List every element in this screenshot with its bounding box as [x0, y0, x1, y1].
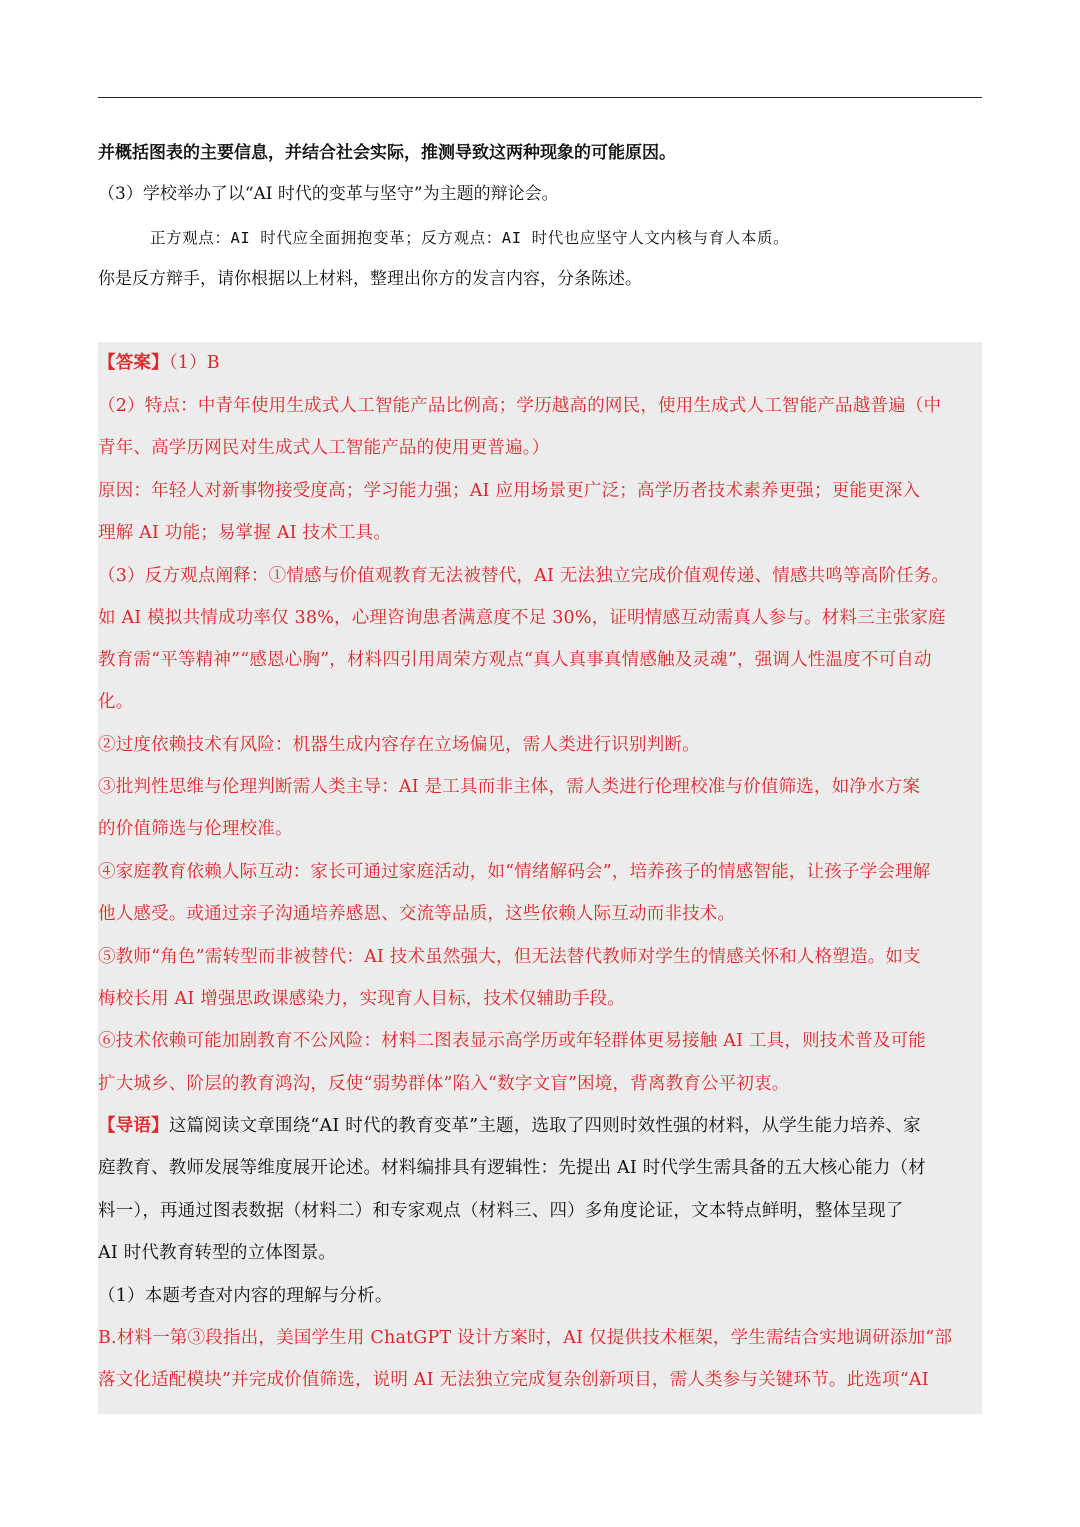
answer-line-17: ⑥技术依赖可能加剧教育不公风险：材料二图表显示高学历或年轻群体更易接触 AI 工具，则技术普及可能 — [98, 1031, 926, 1051]
question-line-4: 你是反方辩手，请你根据以上材料，整理出你方的发言内容，分条陈述。 — [98, 269, 642, 289]
answer-line-14: 他人感受。或通过亲子沟通培养感恩、交流等品质，这些依赖人际互动而非技术。 — [98, 904, 736, 924]
answer-line-9: 化。 — [98, 692, 134, 712]
answer-line-7: 如 AI 模拟共情成功率仅 38%，心理咨询患者满意度不足 30%，证明情感互动需真人参与。材料三主张家庭 — [98, 608, 946, 628]
answer-line-3: 青年、高学历网民对生成式人工智能产品的使用更普遍。） — [98, 438, 550, 458]
answer-line-15: ⑤教师“角色”需转型而非被替代：AI 技术虽然强大，但无法替代教师对学生的情感关怀和人格塑造。如支 — [98, 947, 921, 967]
answer-line-18: 扩大城乡、阶层的教育鸿沟，反使“弱势群体”陷入“数字文盲”困境，背离教育公平初衷。 — [98, 1074, 790, 1094]
header-rule — [98, 97, 982, 98]
answer-line-4: 原因：年轻人对新事物接受度高；学习能力强；AI 应用场景更广泛；高学历者技术素养更强；更能更深入 — [98, 481, 921, 501]
answer-line-10: ②过度依赖技术有风险：机器生成内容存在立场偏见，需人类进行识别判断。 — [98, 735, 700, 755]
answer-line-13: ④家庭教育依赖人际互动：家长可通过家庭活动，如“情绪解码会”，培养孩子的情感智能，让孩子学会理解 — [98, 862, 931, 882]
question-line-1: 并概括图表的主要信息，并结合社会实际，推测导致这两种现象的可能原因。 — [98, 143, 676, 163]
answer-line-11: ③批判性思维与伦理判断需人类主导：AI 是工具而非主体，需人类进行伦理校准与价值筛选，如净水方案 — [98, 777, 921, 797]
answer-tag: 【答案】 — [98, 353, 169, 373]
guide-line-7: 落文化适配模块”并完成价值筛选，说明 AI 无法独立完成复杂创新项目，需人类参与关键环节。此选项“AI — [98, 1370, 929, 1390]
question-viewpoints: 正方观点：AI 时代应全面拥抱变革；反方观点：AI 时代也应坚守人文内核与育人本质。 — [150, 229, 790, 247]
guide-line-3: 料一），再通过图表数据（材料二）和专家观点（材料三、四）多角度论证，文本特点鲜明，整体呈现了 — [98, 1201, 904, 1221]
guide-line-5: （1）本题考查对内容的理解与分析。 — [98, 1286, 393, 1306]
guide-tag: 【导语】 — [98, 1116, 169, 1136]
answer-line-16: 梅校长用 AI 增强思政课感染力，实现育人目标，技术仅辅助手段。 — [98, 989, 626, 1009]
answer-line-6: （3）反方观点阐释：①情感与价值观教育无法被替代，AI 无法独立完成价值观传递、情感共鸣等高阶任务。 — [98, 566, 950, 586]
question-line-2: （3）学校举办了以“AI 时代的变革与坚守”为主题的辩论会。 — [98, 184, 559, 204]
answer-line-8: 教育需“平等精神”“感恩心胸”，材料四引用周荣方观点“真人真事真情感触及灵魂”，强调人性温度不可自动 — [98, 650, 932, 670]
guide-line-1: 【导语】这篇阅读文章围绕“AI 时代的教育变革”主题，选取了四则时效性强的材料，从学生能力培养、家 — [98, 1116, 921, 1136]
answer-line-5: 理解 AI 功能；易掌握 AI 技术工具。 — [98, 523, 392, 543]
answer-line-2: （2）特点：中青年使用生成式人工智能产品比例高；学历越高的网民，使用生成式人工智能产品越普遍（中 — [98, 396, 942, 416]
guide-line-2: 庭教育、教师发展等维度展开论述。材料编排具有逻辑性：先提出 AI 时代学生需具备的五大核心能力（材 — [98, 1158, 926, 1178]
guide-line-6: B.材料一第③段指出，美国学生用 ChatGPT 设计方案时，AI 仅提供技术框架，学生需结合实地调研添加“部 — [98, 1328, 953, 1348]
answer-line-1: 【答案】（1）B — [98, 353, 220, 373]
guide-line-4: AI 时代教育转型的立体图景。 — [98, 1243, 337, 1263]
answer-line-12: 的价值筛选与伦理校准。 — [98, 819, 293, 839]
